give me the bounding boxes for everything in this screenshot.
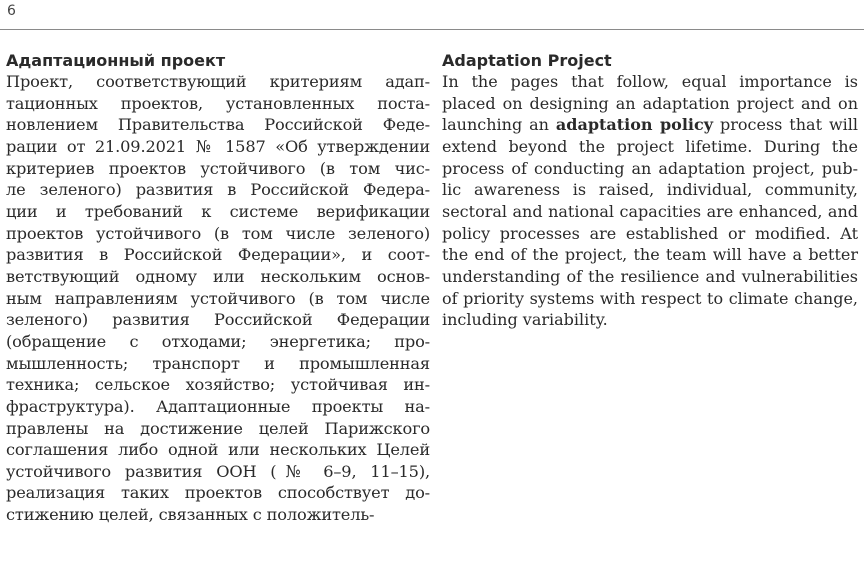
russian-line: Проект, соответствующий критериям адап- <box>6 72 430 91</box>
russian-paragraph <box>6 71 430 526</box>
russian-line: мышленность; транспорт и промышленная <box>6 353 430 373</box>
english-line: extend beyond the project lifetime. During the <box>442 136 858 156</box>
russian-line: тационных проектов, установленных поста- <box>6 93 430 113</box>
russian-line: зеленого) развития Российской Федерации <box>6 310 430 330</box>
english-line: the end of the project, the team will have a better <box>442 245 858 265</box>
russian-line: ции и требований к системе верификации <box>6 201 430 221</box>
english-heading: Adaptation Project <box>442 51 612 70</box>
english-line: understanding of the resilience and vulnerabilities <box>442 266 858 286</box>
russian-line: ветствующий одному или нескольким основ- <box>6 266 430 286</box>
russian-column <box>6 50 430 526</box>
english-line: process of conducting an adaptation project, pub- <box>442 158 858 178</box>
russian-line: техника; сельское хозяйство; устойчивая ин- <box>6 375 430 395</box>
russian-line: стижению целей, связанных с положитель- <box>6 505 375 525</box>
russian-line: (обращение с отходами; энергетика; про- <box>6 331 430 351</box>
header-divider <box>0 29 864 30</box>
english-line: policy processes are established or modified. At <box>442 223 858 243</box>
english-line: including variability. <box>442 310 608 330</box>
russian-line: проектов устойчивого (в том числе зеленого) <box>6 223 430 243</box>
russian-line: правлены на достижение целей Парижского <box>6 418 430 438</box>
russian-line: реализация таких проектов способствует до- <box>6 483 430 503</box>
russian-line: рации от 21.09.2021 № 1587 «Об утверждении <box>6 136 430 156</box>
english-text: process that will <box>713 115 858 135</box>
english-line: sectoral and national capacities are enhanced, and <box>442 201 858 221</box>
russian-line: развития в Российской Федерации», и соот- <box>6 245 430 265</box>
english-line: In the pages that follow, equal importance is <box>442 72 858 91</box>
russian-line: ным направлениям устойчивого (в том числе <box>6 288 430 308</box>
english-column <box>442 50 858 331</box>
russian-line: новлением Правительства Российской Феде- <box>6 115 430 135</box>
english-line-with-emphasis <box>442 114 858 136</box>
page-number: 6 <box>7 3 16 19</box>
english-line: of priority systems with respect to climate change, <box>442 288 858 308</box>
russian-line: ле зеленого) развития в Российской Федера- <box>6 180 430 200</box>
english-paragraph <box>442 71 858 331</box>
english-line: placed on designing an adaptation project and on <box>442 93 858 113</box>
russian-line: устойчивого развития ООН (№ 6–9, 11–15), <box>6 461 430 481</box>
russian-heading: Адаптационный проект <box>6 51 226 70</box>
russian-line: соглашения либо одной или нескольких Целей <box>6 440 430 460</box>
adaptation-policy-term: adaptation policy <box>555 115 714 135</box>
english-text: launching an <box>442 115 556 135</box>
english-line: lic awareness is raised, individual, community, <box>442 180 858 200</box>
russian-line: критериев проектов устойчивого (в том чис- <box>6 158 430 178</box>
russian-line: фраструктура). Адаптационные проекты на- <box>6 396 430 416</box>
